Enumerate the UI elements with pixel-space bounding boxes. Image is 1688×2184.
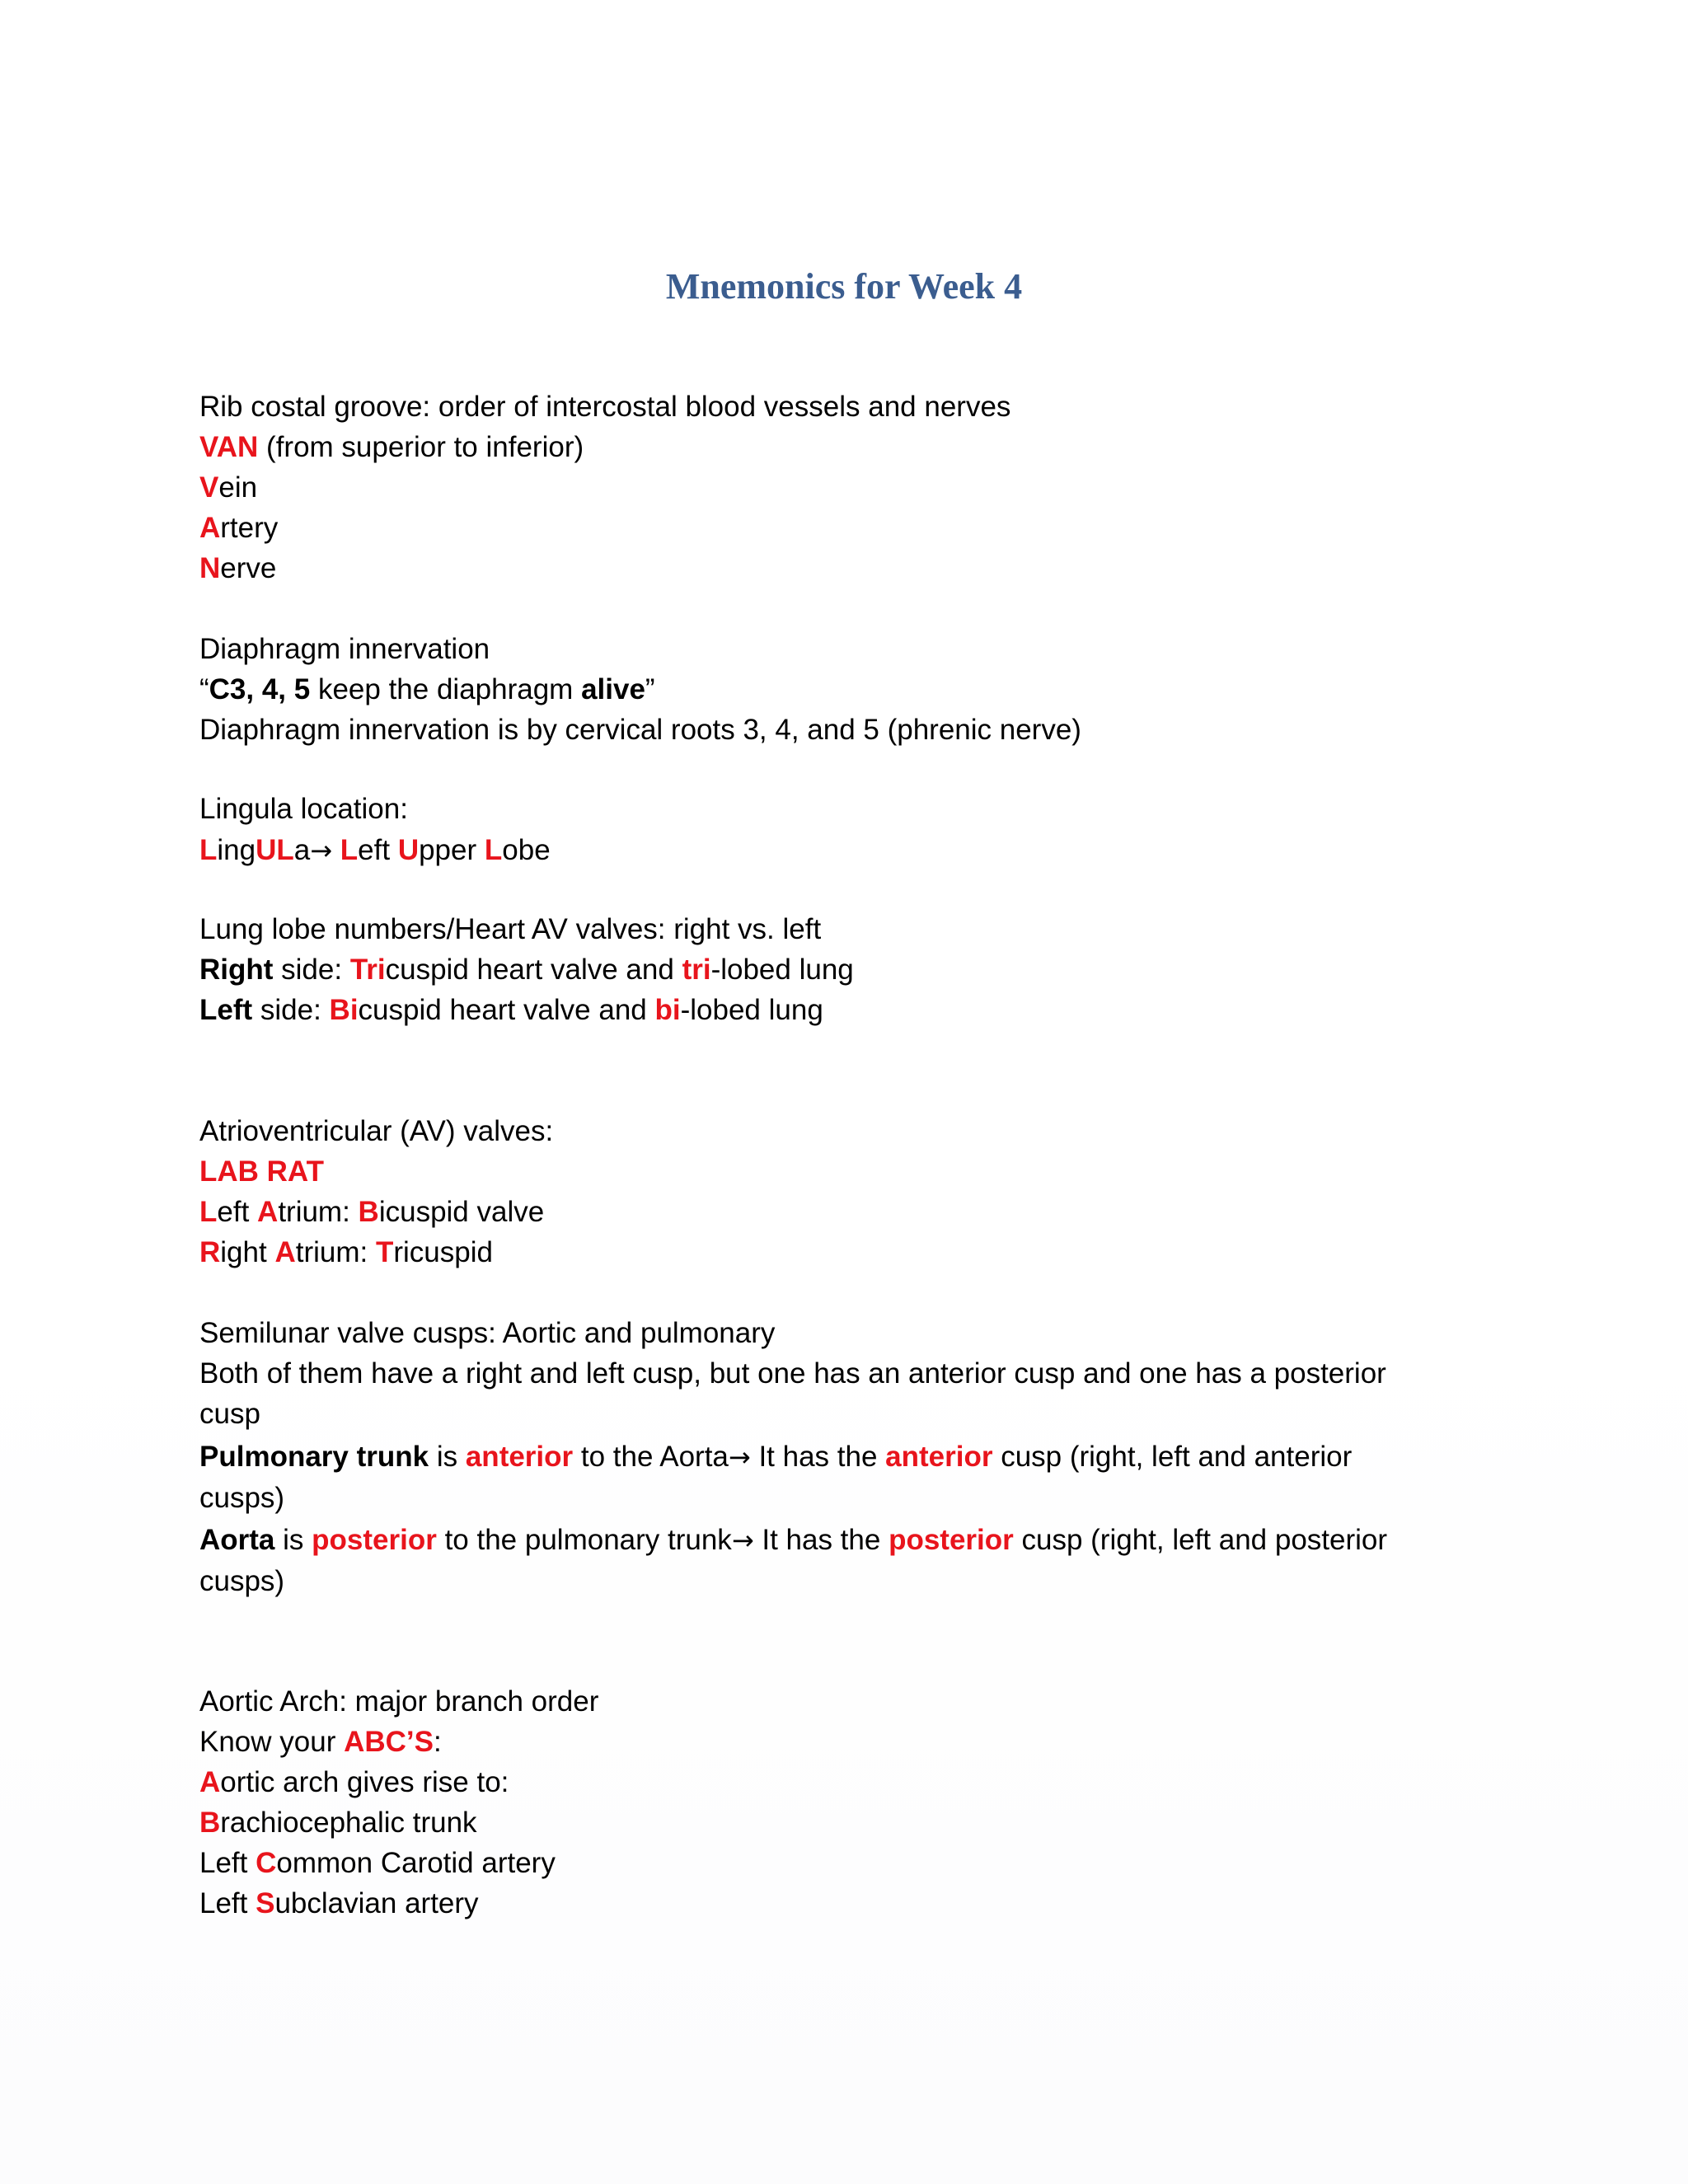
right-arrow-icon: → bbox=[728, 1441, 751, 1473]
lab-rat-line: LAB RAT bbox=[199, 1155, 324, 1188]
semilunar-explanation-line-1: Both of them have a right and left cusp, but one has an anterior cusp and one has a posterior bbox=[199, 1357, 1386, 1390]
lingula-mnemonic-line: LingULa→ Left Upper Lobe bbox=[199, 834, 551, 866]
artery-line: Artery bbox=[199, 512, 279, 544]
right-atrium-line: Right Atrium: Tricuspid bbox=[199, 1236, 493, 1268]
aortic-arch-line: Aortic arch gives rise to: bbox=[199, 1766, 509, 1798]
abcs-line: Know your ABC’S: bbox=[199, 1726, 442, 1758]
page-title: Mnemonics for Week 4 bbox=[665, 266, 1023, 307]
av-valves-heading: Atrioventricular (AV) valves: bbox=[199, 1115, 554, 1147]
aorta-line-cont: cusps) bbox=[199, 1565, 285, 1597]
aortic-arch-heading: Aortic Arch: major branch order bbox=[199, 1685, 599, 1718]
aorta-line: Aorta is posterior to the pulmonary trunk→ It has the posterior cusp (right, left and posterior bbox=[199, 1524, 1388, 1556]
semilunar-explanation-line-2: cusp bbox=[199, 1398, 260, 1430]
lingula-heading: Lingula location: bbox=[199, 793, 408, 825]
diaphragm-explanation-line: Diaphragm innervation is by cervical roots 3, 4, and 5 (phrenic nerve) bbox=[199, 714, 1081, 746]
right-arrow-icon: → bbox=[310, 835, 333, 866]
van-mnemonic-line: VAN (from superior to inferior) bbox=[199, 431, 584, 463]
left-side-line: Left side: Bicuspid heart valve and bi-lobed lung bbox=[199, 994, 823, 1026]
vein-line: Vein bbox=[199, 471, 258, 504]
semilunar-heading: Semilunar valve cusps: Aortic and pulmonary bbox=[199, 1317, 776, 1349]
left-atrium-line: Left Atrium: Bicuspid valve bbox=[199, 1196, 545, 1228]
brachiocephalic-line: Brachiocephalic trunk bbox=[199, 1807, 477, 1839]
right-arrow-icon: → bbox=[731, 1525, 754, 1556]
right-side-line: Right side: Tricuspid heart valve and tri-lobed lung bbox=[199, 954, 854, 986]
rib-groove-heading: Rib costal groove: order of intercostal blood vessels and nerves bbox=[199, 391, 1011, 423]
pulmonary-trunk-line: Pulmonary trunk is anterior to the Aorta→ It has the anterior cusp (right, left and anterior bbox=[199, 1441, 1353, 1473]
subclavian-line: Left Subclavian artery bbox=[199, 1887, 479, 1919]
diaphragm-heading: Diaphragm innervation bbox=[199, 633, 490, 665]
diaphragm-mnemonic-line: “C3, 4, 5 keep the diaphragm alive” bbox=[199, 673, 655, 705]
common-carotid-line: Left Common Carotid artery bbox=[199, 1847, 556, 1879]
nerve-line: Nerve bbox=[199, 552, 277, 584]
lung-lobes-heading: Lung lobe numbers/Heart AV valves: right vs. left bbox=[199, 913, 822, 945]
pulmonary-trunk-line-cont: cusps) bbox=[199, 1482, 285, 1514]
